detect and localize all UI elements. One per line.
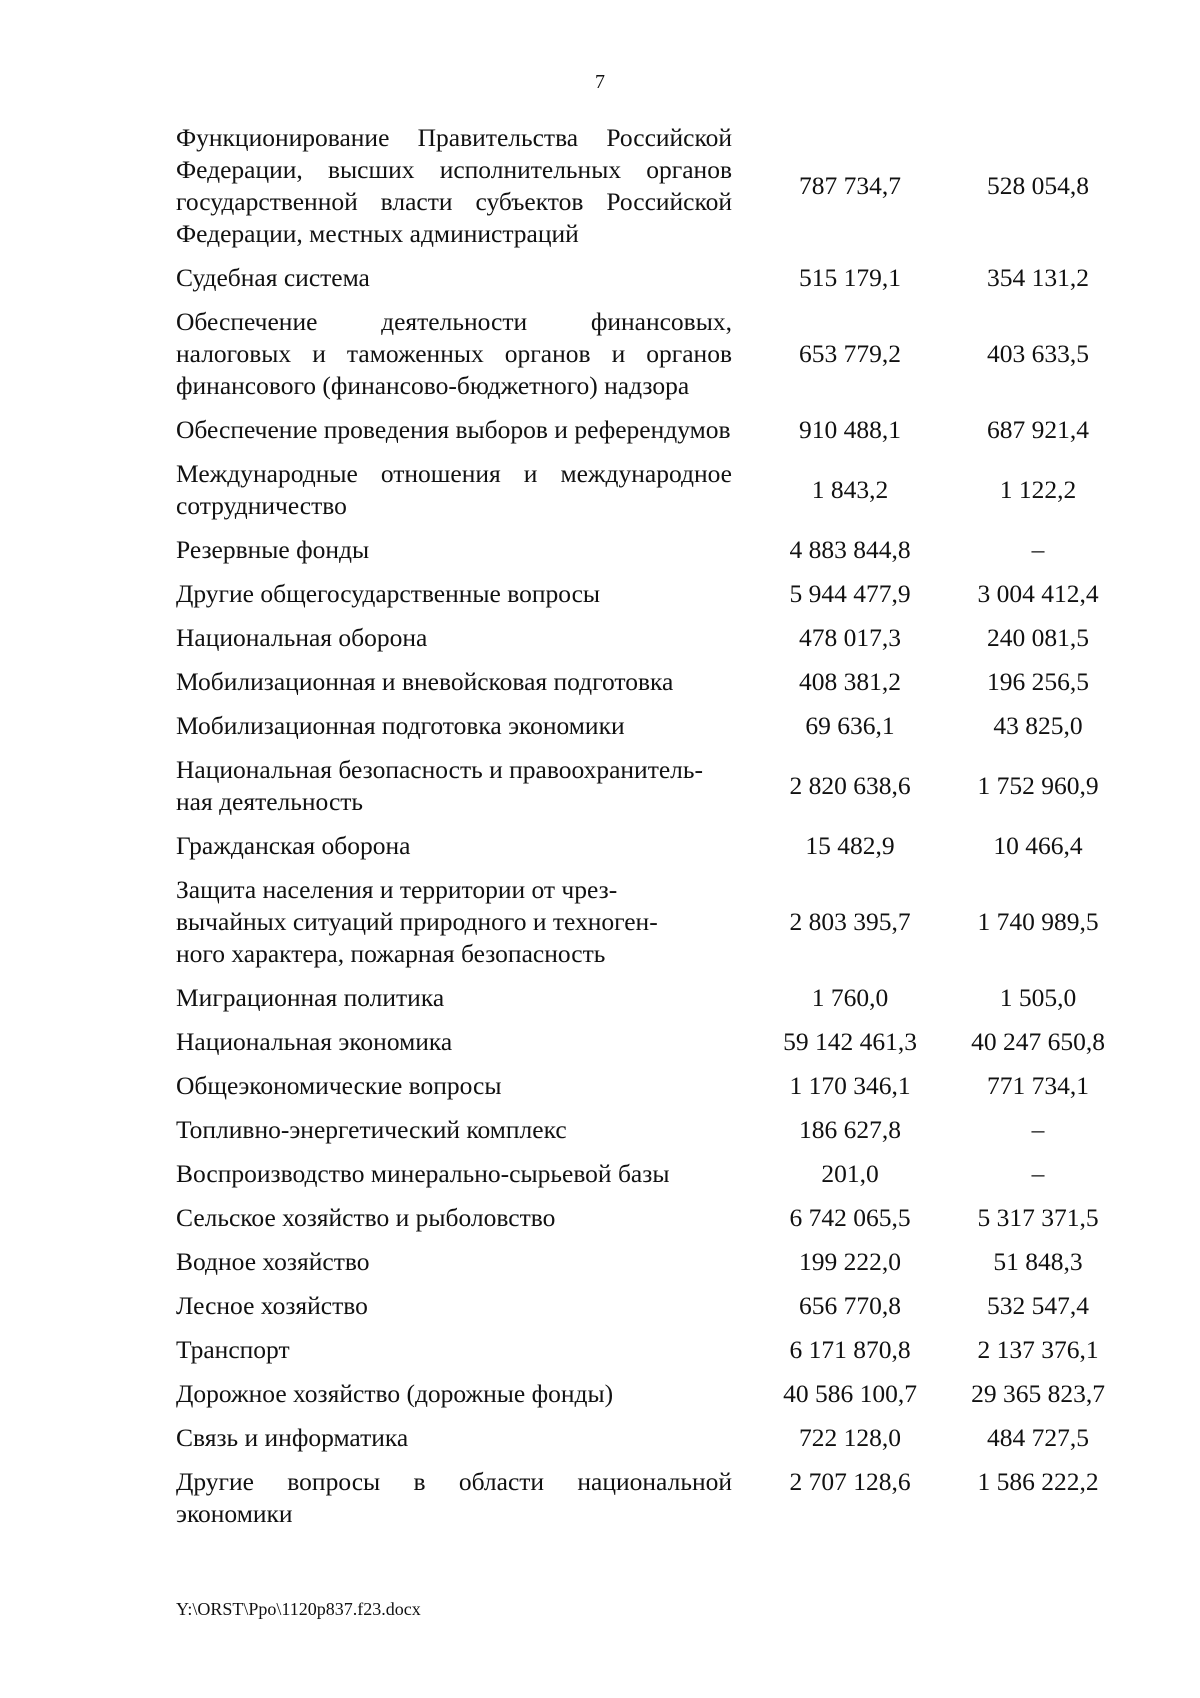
row-value-2: 1 586 222,2 [977,1467,1099,1496]
page-number: 7 [595,71,605,93]
row-label: Дорожное хозяйство (дорожные фонды) [176,1379,614,1408]
table-row [176,1020,1132,1064]
row-label: Мобилизационная подготовка экономики [176,711,625,740]
table-row [176,748,1132,824]
table-row [176,1064,1132,1108]
row-label: Судебная система [176,263,370,292]
row-label: Национальная оборона [176,623,428,652]
row-value-2: 771 734,1 [987,1071,1089,1100]
row-label: Обеспечение деятельности финансовых, налоговых и таможенных органов и органов финансового (финансово-бюджетного) надзора [176,307,732,400]
table-row [176,116,1132,256]
row-value-2: 484 727,5 [987,1423,1089,1452]
row-value-2: 240 081,5 [987,623,1089,652]
row-value-1: 201,0 [821,1159,879,1188]
row-label: Мобилизационная и вневойсковая подготовка [176,667,674,696]
row-value-2: 1 505,0 [999,983,1077,1012]
table-row [176,704,1132,748]
row-value-2: 43 825,0 [993,711,1083,740]
row-value-2: – [1031,1159,1045,1188]
row-label: Сельское хозяйство и рыболовство [176,1203,556,1232]
row-value-1: 4 883 844,8 [789,535,911,564]
row-value-1: 6 742 065,5 [789,1203,911,1232]
row-value-1: 656 770,8 [799,1291,901,1320]
row-value-1: 5 944 477,9 [789,579,911,608]
row-label: Воспроизводство минерально-сырьевой базы [176,1159,670,1188]
row-value-2: 687 921,4 [987,415,1089,444]
row-value-2: 51 848,3 [993,1247,1083,1276]
row-label: Гражданская оборона [176,831,411,860]
row-value-2: 1 752 960,9 [977,771,1099,800]
table-row [176,300,1132,408]
row-label: Общеэкономические вопросы [176,1071,502,1100]
row-label: Водное хозяйство [176,1247,370,1276]
table-row [176,660,1132,704]
row-value-1: 910 488,1 [799,415,901,444]
row-value-1: 15 482,9 [805,831,895,860]
row-value-1: 69 636,1 [805,711,895,740]
budget-table [176,116,1132,1536]
row-label: Функционирование Правительства Российской Федерации, высших исполнительных органов государственной власти субъектов Российской Федерации, местных администраций [176,123,732,248]
row-label: Защита населения и территории от чрез- вычайных ситуаций природного и техноген- ного характера, пожарная безопасность [176,875,658,968]
row-value-1: 40 586 100,7 [783,1379,917,1408]
row-value-2: 354 131,2 [987,263,1089,292]
row-label: Другие общегосударственные вопросы [176,579,601,608]
row-label: Другие вопросы в области национальной экономики [176,1467,732,1528]
row-value-2: 40 247 650,8 [971,1027,1105,1056]
row-value-2: 532 547,4 [987,1291,1089,1320]
row-value-2: 10 466,4 [993,831,1083,860]
row-value-2: 1 740 989,5 [977,907,1099,936]
table-row [176,824,1132,868]
row-value-2: 29 365 823,7 [971,1379,1105,1408]
table-body [176,116,1132,1536]
row-value-1: 1 760,0 [811,983,889,1012]
row-label: Национальная экономика [176,1027,453,1056]
table-row [176,1460,1132,1536]
table-row [176,868,1132,976]
table-row [176,1152,1132,1196]
table-row [176,1328,1132,1372]
table-row [176,1416,1132,1460]
table-row [176,528,1132,572]
row-label: Миграционная политика [176,983,445,1012]
table-row [176,572,1132,616]
row-label: Национальная безопасность и правоохранитель- ная деятельность [176,755,703,816]
row-value-1: 408 381,2 [799,667,901,696]
table-row [176,1196,1132,1240]
row-value-1: 2 803 395,7 [789,907,911,936]
row-label: Транспорт [176,1335,290,1364]
row-value-1: 186 627,8 [799,1115,901,1144]
row-value-2: 3 004 412,4 [977,579,1099,608]
row-label: Топливно-энергетический комплекс [176,1115,567,1144]
row-value-2: – [1031,1115,1045,1144]
row-value-1: 2 820 638,6 [789,771,911,800]
row-value-1: 1 843,2 [811,475,889,504]
row-value-2: – [1031,535,1045,564]
row-value-2: 403 633,5 [987,339,1089,368]
row-value-2: 528 054,8 [987,171,1089,200]
row-value-1: 515 179,1 [799,263,901,292]
table-row [176,616,1132,660]
table-row [176,1372,1132,1416]
row-label: Лесное хозяйство [176,1291,368,1320]
row-value-1: 59 142 461,3 [783,1027,917,1056]
table-row [176,452,1132,528]
row-value-1: 2 707 128,6 [789,1467,911,1496]
table-row [176,408,1132,452]
row-value-1: 6 171 870,8 [789,1335,911,1364]
row-label: Обеспечение проведения выборов и референдумов [176,415,731,444]
row-label: Резервные фонды [176,535,370,564]
row-value-1: 1 170 346,1 [789,1071,911,1100]
row-value-2: 1 122,2 [999,475,1077,504]
row-value-1: 653 779,2 [799,339,901,368]
table-row [176,1240,1132,1284]
row-value-1: 478 017,3 [799,623,901,652]
table-row [176,1108,1132,1152]
row-label: Связь и информатика [176,1423,409,1452]
file-path-footer: Y:\ORST\Ppo\1120p837.f23.docx [176,1599,421,1619]
table-row [176,1284,1132,1328]
table-row [176,976,1132,1020]
row-value-2: 5 317 371,5 [977,1203,1099,1232]
row-value-1: 787 734,7 [799,171,901,200]
table-row [176,256,1132,300]
row-value-2: 2 137 376,1 [977,1335,1099,1364]
row-value-2: 196 256,5 [987,667,1089,696]
row-value-1: 722 128,0 [799,1423,901,1452]
row-value-1: 199 222,0 [799,1247,901,1276]
row-label: Международные отношения и международное сотрудничество [176,459,732,520]
